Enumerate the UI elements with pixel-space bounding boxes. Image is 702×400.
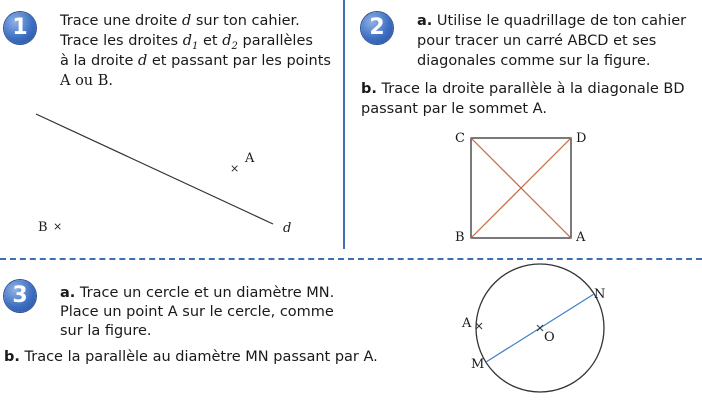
center-O-label: O [544, 330, 555, 345]
ex1-line2-sub1: 1 [192, 40, 199, 52]
point-M-label: M [471, 357, 485, 372]
exercise-3-a-line-2: Place un point A sur le cercle, comme [60, 304, 334, 320]
exercise-3-number-badge: 3 [4, 280, 36, 312]
ex3-b-marker: b. [4, 349, 20, 365]
center-O-mark [537, 325, 543, 331]
point-B-label-ex1: B [38, 220, 48, 235]
vertex-A-label: A [576, 230, 586, 245]
exercise-2-b-line-2: passant par le sommet A. [361, 101, 547, 117]
exercise-1-line-4: A ou B. [60, 73, 114, 89]
point-A-mark-ex1: × [230, 162, 240, 175]
ex1-line3-post: et passant par les points [147, 53, 331, 69]
ex2-a-marker: a. [417, 13, 433, 29]
ex1-line2-mid: et [198, 33, 223, 49]
vertex-B-label: B [455, 230, 465, 245]
vertex-C-label: C [455, 131, 465, 146]
ex1-line3-pre: à la droite [60, 53, 138, 69]
exercise-2-number-badge: 2 [361, 12, 393, 44]
ex2-a-line1: Utilise le quadrillage de ton cahier [436, 13, 687, 29]
ex2-b-marker: b. [361, 81, 377, 97]
point-A-label-ex3: A [462, 316, 472, 331]
ex3-a-marker: a. [60, 285, 76, 301]
exercise-3-a-line-3: sur la figure. [60, 323, 152, 339]
line-d-label: d [283, 221, 292, 236]
exercise-1-number-badge: 1 [4, 12, 36, 44]
ex1-line2-var2: d [222, 33, 232, 49]
ex2-b-line1: Trace la droite parallèle à la diagonale BD [381, 81, 685, 97]
ex1-line2-post: parallèles [237, 33, 313, 49]
ex1-line2-sub2: 2 [231, 40, 238, 52]
ex1-line2-pre: Trace les droites [60, 33, 183, 49]
vertex-D-label: D [576, 131, 587, 146]
exercise-2-a-line-3: diagonales comme sur la figure. [417, 53, 651, 69]
point-A-mark-ex3 [476, 323, 482, 329]
ex1-line1-var: d [181, 13, 192, 29]
ex1-line1-pre: Trace une droite [60, 13, 182, 29]
ex3-b-line1: Trace la parallèle au diamètre MN passant par A. [24, 349, 378, 365]
ex1-line1-post: sur ton cahier. [191, 13, 300, 29]
ex1-line2-var1: d [182, 33, 193, 49]
ex3-a-line1: Trace un cercle et un diamètre MN. [79, 285, 335, 301]
point-B-mark-ex1: × [53, 220, 63, 233]
ex1-line3-var: d [137, 53, 148, 69]
point-N-label: N [594, 287, 606, 302]
exercise-2-a-line-2: pour tracer un carré ABCD et ses [417, 33, 657, 49]
point-A-label-ex1: A [245, 151, 255, 166]
